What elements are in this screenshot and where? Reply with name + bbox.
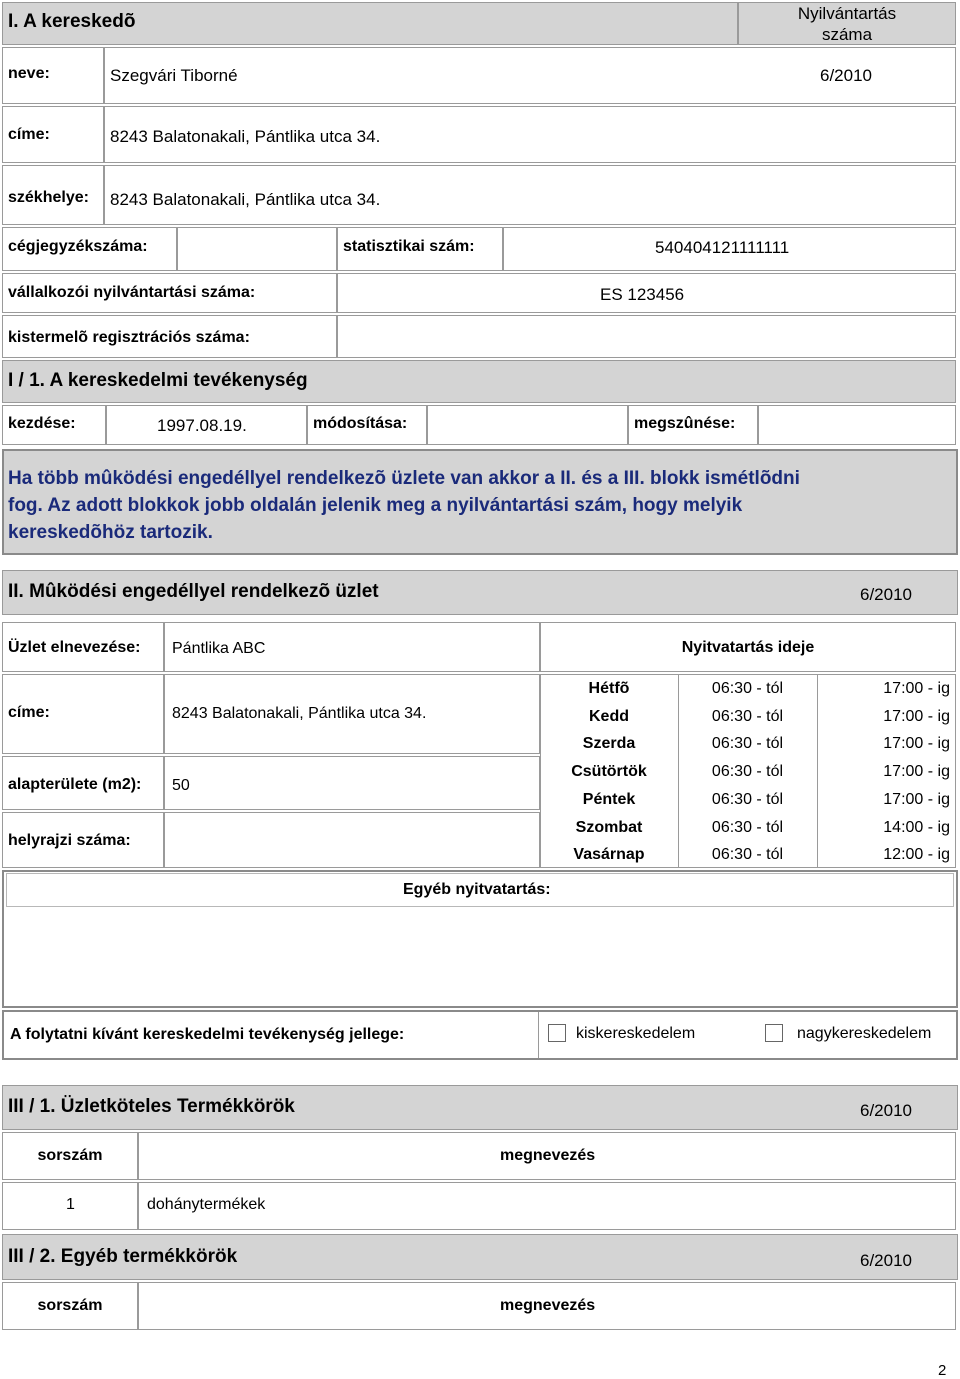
section2-number: 6/2010	[860, 585, 912, 604]
area-label: alapterülete (m2):	[8, 776, 142, 793]
section3-2-number: 6/2010	[860, 1251, 912, 1270]
hours-from: 06:30 - tól	[711, 735, 784, 753]
parcel-value-cell	[164, 812, 540, 868]
hours-from: 06:30 - tól	[711, 818, 784, 836]
notice-line-2: fog. Az adott blokkok jobb oldalán jelenik meg a nyilvántartási szám, hogy melyik	[8, 495, 743, 516]
hours-day: Péntek	[582, 790, 636, 808]
area-value-cell	[164, 756, 540, 810]
shop-name-label: Üzlet elnevezése:	[8, 639, 141, 656]
hours-from: 06:30 - tól	[711, 707, 784, 725]
retail-label: kiskereskedelem	[576, 1025, 696, 1042]
hours-title: Nyitvatartás ideje	[681, 639, 815, 656]
modify-value-cell	[427, 405, 628, 445]
parcel-label: helyrajzi száma:	[8, 832, 131, 849]
wholesale-checkbox[interactable]	[765, 1024, 783, 1042]
company-reg-value-cell	[177, 227, 337, 271]
hours-from: 06:30 - tól	[711, 763, 784, 781]
hours-to: 12:00 - ig	[883, 846, 950, 864]
notice-line-3: kereskedõhöz tartozik.	[8, 522, 213, 543]
s31-row-name: dohánytermékek	[147, 1196, 266, 1213]
section1-title: I. A kereskedõ	[8, 11, 136, 32]
section3-2-title: III / 2. Egyéb termékkörök	[8, 1246, 238, 1267]
shop-address-label: címe:	[8, 704, 50, 721]
hours-day: Szombat	[575, 818, 643, 836]
retail-checkbox[interactable]	[548, 1024, 566, 1042]
nyilv-label-2: száma	[821, 25, 873, 44]
hours-to: 17:00 - ig	[883, 763, 950, 781]
entrepreneur-value: ES 123456	[600, 285, 685, 304]
hours-to: 17:00 - ig	[883, 707, 950, 725]
modify-label: módosítása:	[313, 415, 408, 432]
seat-value: 8243 Balatonakali, Pántlika utca 34.	[110, 190, 381, 209]
s31-col-name: megnevezés	[500, 1147, 596, 1164]
hours-day: Vasárnap	[573, 846, 645, 864]
section3-1-number: 6/2010	[860, 1101, 912, 1120]
section3-1-title: III / 1. Üzletköteles Termékkörök	[8, 1096, 295, 1117]
s31-col-number: sorszám	[37, 1147, 103, 1164]
hours-day: Kedd	[589, 707, 629, 725]
address-label: címe:	[8, 126, 50, 143]
s32-col-number: sorszám	[37, 1297, 103, 1314]
hours-day: Hétfõ	[588, 680, 630, 697]
nyilv-number: 6/2010	[820, 66, 872, 85]
hours-to: 17:00 - ig	[883, 680, 950, 697]
section1-1-title: I / 1. A kereskedelmi tevékenység	[8, 370, 308, 391]
end-value-cell	[758, 405, 956, 445]
stat-value: 540404121111111	[655, 238, 790, 257]
stat-label: statisztikai szám:	[343, 238, 475, 255]
page-number: 2	[938, 1362, 947, 1379]
other-hours-label: Egyéb nyitvatartás:	[403, 881, 551, 898]
address-value: 8243 Balatonakali, Pántlika utca 34.	[110, 127, 381, 146]
wholesale-label: nagykereskedelem	[797, 1025, 932, 1042]
hours-to: 14:00 - ig	[883, 818, 950, 836]
activity-divider	[538, 1012, 539, 1058]
seat-label: székhelye:	[8, 189, 89, 206]
section2-title: II. Mûködési engedéllyel rendelkezõ üzlet	[8, 581, 379, 602]
shop-address-value: 8243 Balatonakali, Pántlika utca 34.	[172, 705, 427, 722]
hours-from: 06:30 - tól	[711, 790, 784, 808]
company-reg-label: cégjegyzékszáma:	[8, 238, 148, 255]
start-value: 1997.08.19.	[157, 416, 247, 435]
producer-value-cell	[337, 315, 956, 358]
other-hours-value	[6, 909, 954, 1005]
start-label: kezdése:	[8, 415, 76, 432]
area-value: 50	[172, 777, 190, 794]
s31-row-number: 1	[66, 1196, 75, 1213]
producer-label: kistermelõ regisztrációs száma:	[8, 329, 250, 346]
nyilv-label: Nyilvántartás	[797, 4, 897, 23]
hours-from: 06:30 - tól	[711, 846, 784, 864]
hours-day: Csütörtök	[571, 763, 647, 781]
activity-label: A folytatni kívánt kereskedelmi tevékenység jellege:	[10, 1026, 405, 1043]
notice-line-1: Ha több mûködési engedéllyel rendelkezõ üzlete van akkor a II. és a III. blokk ismétlõdni	[8, 468, 800, 489]
entrepreneur-label: vállalkozói nyilvántartási száma:	[8, 284, 256, 301]
s32-col-name: megnevezés	[500, 1297, 596, 1314]
shop-name-value: Pántlika ABC	[172, 640, 266, 657]
end-label: megszûnése:	[634, 415, 736, 432]
hours-to: 17:00 - ig	[883, 790, 950, 808]
name-label: neve:	[8, 65, 50, 82]
hours-to: 17:00 - ig	[883, 735, 950, 753]
hours-day: Szerda	[582, 735, 636, 753]
name-value: Szegvári Tiborné	[110, 66, 238, 85]
hours-from: 06:30 - tól	[711, 680, 784, 697]
